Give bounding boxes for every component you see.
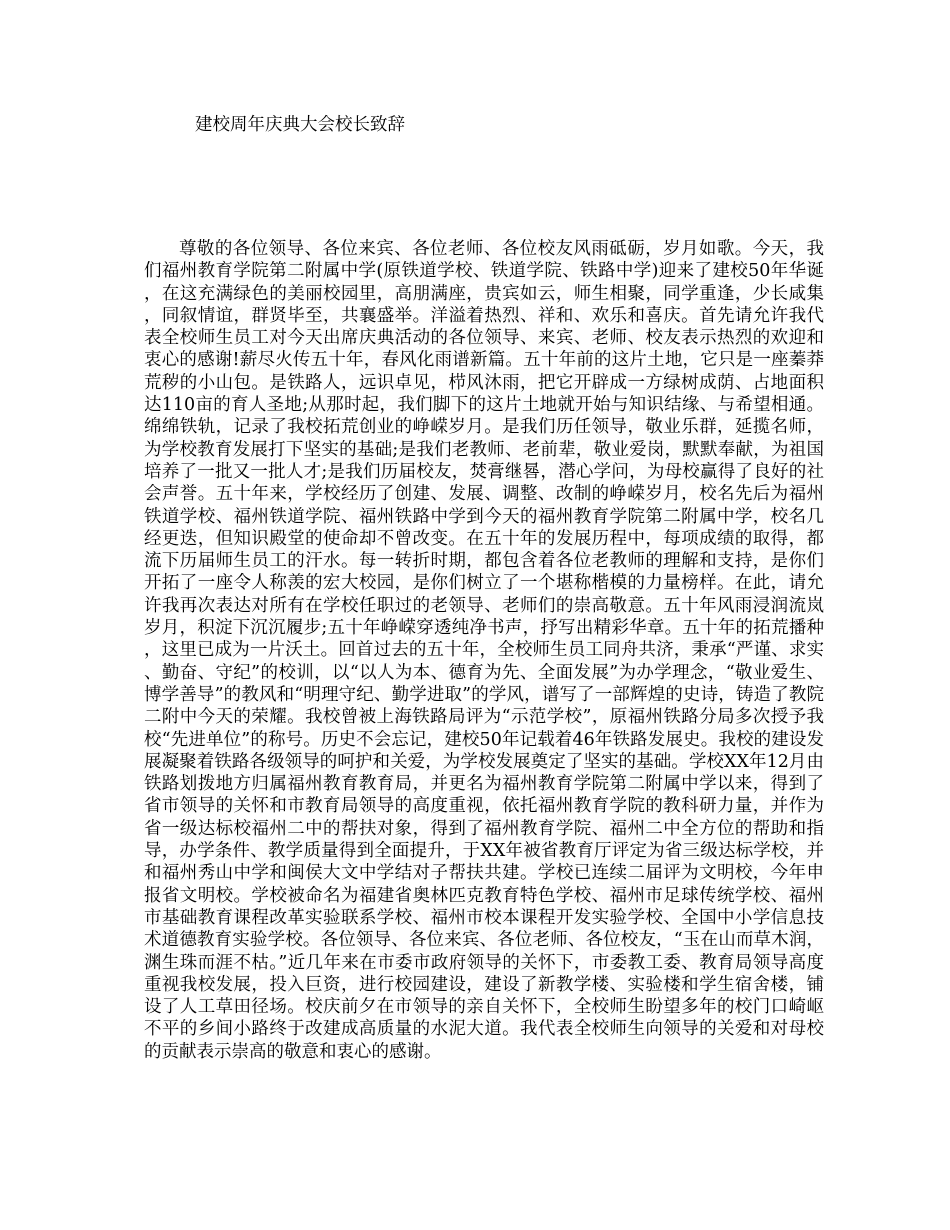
document-title: 建校周年庆典大会校长致辞 bbox=[195, 115, 405, 135]
speech-paragraph: 尊敬的各位领导、各位来宾、各位老师、各位校友风雨砥砺，岁月如歌。今天，我们福州教育学院第二附属中学(原铁道学校、铁道学院、铁路中学)迎来了建校50年华诞，在这充满绿色的美丽校园里，高朋满座，贵宾如云，师生相聚，同学重逢，少长咸集，同叙情谊，群贤毕至，共襄盛举。洋溢着热烈、祥和、欢乐和喜庆。首先请允许我代表全校师生员工对今天出席庆典活动的各位领导、来宾、老师、校友表示热烈的欢迎和衷心的感谢!薪尽火传五十年，春风化雨谱新篇。五十年前的这片土地，它只是一座蓁莽荒秽的小山包。是铁路人，远识卓见，栉风沐雨，把它开辟成一方绿树成荫、占地面积达110亩的育人圣地;从那时起，我们脚下的这片土地就开始与知识结缘、与希望相通。绵绵铁轨，记录了我校拓荒创业的峥嵘岁月。是我们历任领导，敬业乐群，延揽名师，为学校教育发展打下坚实的基础;是我们老教师、老前辈，敬业爱岗，默默奉献，为祖国培养了一批又一批人才;是我们历届校友，焚膏继晷，潜心学问，为母校赢得了良好的社会声誉。五十年来，学校经历了创建、发展、调整、改制的峥嵘岁月，校名先后为福州铁道学校、福州铁道学院、福州铁路中学到今天的福州教育学院第二附属中学，校名几经更迭，但知识殿堂的使命却不曾改变。在五十年的发展历程中，每项成绩的取得，都流下历届师生员工的汗水。每一转折时期，都包含着各位老教师的理解和支持，是你们开拓了一座令人称羡的宏大校园，是你们树立了一个堪称楷模的力量榜样。在此，请允许我再次表达对所有在学校任职过的老领导、老师们的崇高敬意。五十年风雨浸润流岚岁月，积淀下沉沉履步;五十年峥嵘穿透纯净书声，抒写出精彩华章。五十年的拓荒播种，这里已成为一片沃土。回首过去的五十年，全校师生员工同舟共济，秉承“严谨、求实、勤奋、守纪”的校训，以“以人为本、德育为先、全面发展”为办学理念，“敬业爱生、博学善导”的教风和“明理守纪、勤学进取”的学风，谱写了一部辉煌的史诗，铸造了教院二附中今天的荣耀。我校曾被上海铁路局评为“示范学校”，原福州铁路分局多次授予我校“先进单位”的称号。历史不会忘记，建校50年记载着46年铁路发展史。我校的建设发展凝聚着铁路各级领导的呵护和关爱，为学校发展奠定了坚实的基础。学校XX年12月由铁路划拨地方归属福州教育教育局，并更名为福州教育学院第二附属中学以来，得到了省市领导的关怀和市教育局领导的高度重视，依托福州教育学院的教科研力量，并作为省一级达标校福州二中的帮扶对象，得到了福州教育学院、福州二中全方位的帮助和指导，办学条件、教学质量得到全面提升，于XX年被省教育厅评定为省三级达标学校，并和福州秀山中学和闽侯大文中学结对子帮扶共建。学校已连续二届评为文明校，今年申报省文明校。学校被命名为福建省奥林匹克教育特色学校、福州市足球传统学校、福州市基础教育课程改革实验联系学校、福州市校本课程开发实验学校、全国中小学信息技术道德教育实验学校。各位领导、各位来宾、各位老师、各位校友，“玉在山而草木润，渊生珠而涯不枯。”近几年来在市委市政府领导的关怀下，市委教工委、教育局领导高度重视我校发展，投入巨资，进行校园建设，建设了新教学楼、实验楼和学生宿舍楼，铺设了人工草田径场。校庆前夕在市领导的亲自关怀下，全校师生盼望多年的校门口崎岖不平的乡间小路终于改建成高质量的水泥大道。我代表全校师生向领导的关爱和对母校的贡献表示崇高的敬意和衷心的感谢。 bbox=[144, 239, 824, 1062]
